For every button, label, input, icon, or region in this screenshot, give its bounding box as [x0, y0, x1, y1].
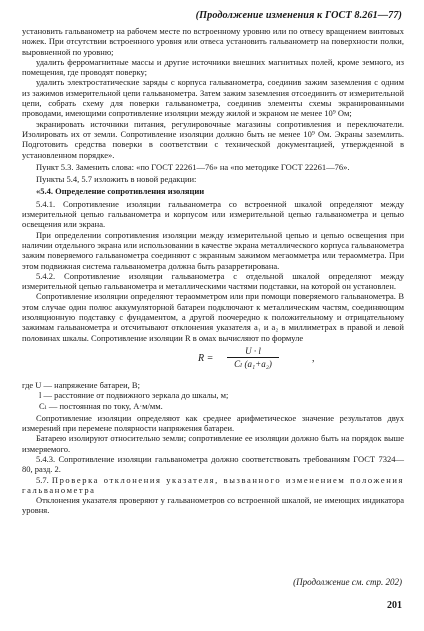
section-title: «5.4. Определение сопротивления изоляции	[36, 186, 205, 197]
legend-item: l — расстояние от подвижного зеркала до шкалы, м;	[39, 390, 229, 401]
legend-item: Cₗ — постоянная по току, А·м/мм.	[39, 400, 163, 411]
paragraph: Сопротивление изоляции определяют тераомметром или при помощи поверяемого гальванометра. В этом случае один полюс аккумуляторной батареи подключают к металлическим частям, соединяющим изоляционную подставку с фундаментом, а другой поочередно к положительному и отрицательному зажимам гальванометра и отсчитывают отклонения указателя a₁ и a₂ в миллиметрах в правой и левой половинах шкалы. Сопротивление изоляции R в омах вычисляют по формуле	[22, 291, 404, 343]
formula-fraction	[227, 346, 279, 370]
paragraph: удалить электростатические заряды с корпуса гальванометра, соединив зажим заземления с одним из зажимов измерительной цепи гальванометра. Затем зажим заземления отсоединить от измерительной цепи, собрать схему для поверки гальванометра, соединив элементы схемы экранированными проводами, имеющими сопротивление изоляции между жилой и экраном не менее 10⁹ Ом;	[22, 77, 404, 119]
formula-denominator: Cₗ (a₁+a₂)	[234, 359, 272, 370]
paragraph: Пункт 5.3. Заменить слова: «по ГОСТ 22261—76» на «по методике ГОСТ 22261—76».	[36, 161, 350, 172]
paragraph: 5.4.3. Сопротивление изоляции гальванометра должно соответствовать требованиям ГОСТ 7324—80, разд. 2.	[22, 453, 404, 475]
formula-tail: ,	[312, 352, 315, 364]
paragraph: установить гальванометр на рабочем месте по встроенному уровню или по отвесу вращением винтовых ножек. При отсутствии встроенного уровня или отвеса установить гальванометр на поверхности полки, выровненной по уровню;	[22, 26, 404, 57]
paragraph: Батарею изолируют относительно земли; сопротивление ее изоляции должно быть на порядок выше измеряемого.	[22, 433, 404, 454]
paragraph: Сопротивление изоляции определяют как среднее арифметическое значение результатов двух измерений при перемене полярности напряжения батареи.	[22, 412, 404, 434]
formula	[22, 346, 404, 376]
check-heading-number: 5.7.	[36, 474, 49, 485]
paragraph: 5.4.1. Сопротивление изоляции гальванометра со встроенной шкалой определяют между измерительной цепью гальванометра и корпусом или измерительной цепью гальванометра и цепью освещения или экрана.	[22, 198, 404, 230]
paragraph: 5.4.2. Сопротивление изоляции гальванометра с отдельной шкалой определяют между измерительной цепью гальванометра и металлическими частями подставки, на которой он установлен.	[22, 270, 404, 292]
formula-legend	[22, 380, 404, 411]
running-header: (Продолжение изменения к ГОСТ 8.261—77)	[195, 10, 402, 21]
paragraph: При определении сопротивления изоляции между измерительной цепью и цепью освещения при наличии отдельного экрана или использовании в качестве экрана металлического корпуса гальванометра зажим поверяемого гальванометра соединяют с экранным зажимом мегаомметра или тераомметра. При этом подвижная система гальванометра должна быть разарретирована.	[22, 229, 404, 271]
page-number: 201	[387, 600, 402, 611]
paragraph: Отклонения указателя проверяют у гальванометров со встроенной шкалой, не имеющих индикатора уровня.	[22, 495, 404, 516]
formula-numerator: U · l	[227, 346, 279, 358]
paragraph: Пункты 5.4, 5.7 изложить в новой редакции:	[36, 174, 197, 185]
legend-item: где U — напряжение батареи, В;	[22, 379, 140, 390]
formula-lhs: R =	[198, 352, 214, 364]
check-heading	[22, 475, 404, 496]
paragraph: удалить ферромагнитные массы и другие источники внешних магнитных полей, кроме земного, из помещения, где проводят поверку;	[22, 56, 404, 78]
document-body	[22, 26, 404, 516]
paragraph: экранировать источники питания, регулировочные магазины сопротивления и переключатели. Изолировать их от земли. Сопротивление изоляции должно быть не менее 10⁹ Ом. Экраны заземлить. Подготовить средства поверки в соответствии с технической документацией, утвержденной в установленном порядке».	[22, 118, 404, 160]
continuation-note: (Продолжение см. стр. 202)	[293, 577, 402, 587]
check-heading-title: Проверка отклонения указателя, вызванного изменением положения гальванометра	[22, 474, 405, 495]
